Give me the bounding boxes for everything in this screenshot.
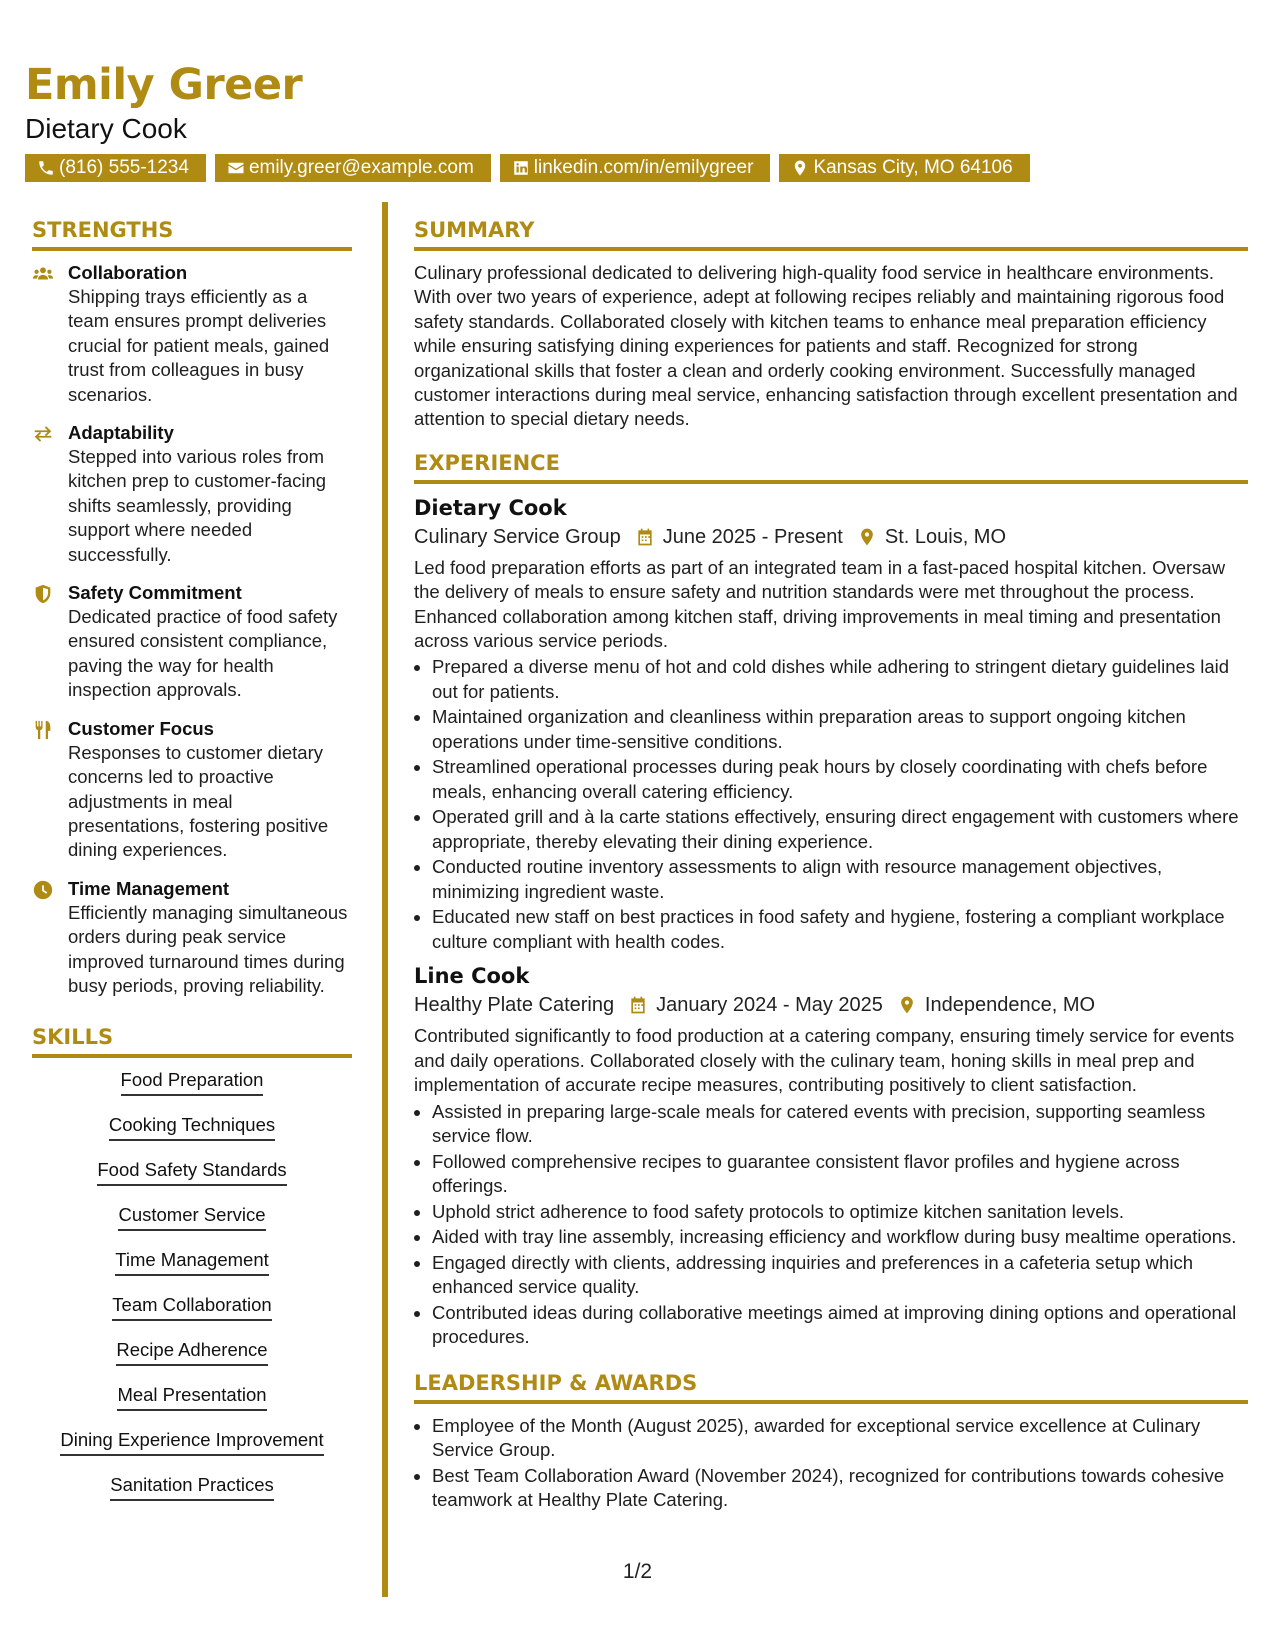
skill-item: Food Preparation	[121, 1068, 264, 1096]
skill-item: Meal Presentation	[117, 1383, 266, 1411]
contact-email[interactable]	[215, 154, 491, 182]
bullet-item: • Conducted routine inventory assessments to align with resource management objectives, minimizing ingredient waste.	[432, 855, 1248, 904]
summary-heading: SUMMARY	[414, 215, 1248, 251]
strength-item	[32, 581, 352, 703]
candidate-role: Dietary Cook	[25, 113, 187, 144]
map-pin-icon	[791, 159, 809, 177]
bullet-item: • Engaged directly with clients, addressing inquiries and preferences in a cafeteria setup which enhanced service quality.	[432, 1251, 1248, 1300]
experience-heading: EXPERIENCE	[414, 448, 1248, 484]
job-company: Healthy Plate Catering	[414, 994, 615, 1017]
job-company: Culinary Service Group	[414, 525, 621, 548]
job-description: Led food preparation efforts as part of an integrated team in a fast-paced hospital kitchen. Oversaw the delivery of meals to ensure safety and nutrition standards were met throughout the process. Enhanced collaboration among kitchen staff, driving improvements in meal timing and presentation across various service periods.	[414, 556, 1226, 652]
skill-item: Recipe Adherence	[116, 1338, 267, 1366]
strength-title: Collaboration	[68, 262, 188, 283]
job-location: St. Louis, MO	[884, 525, 1007, 548]
skills-section	[32, 1022, 352, 1518]
map-pin-icon	[897, 995, 917, 1015]
summary-text: Culinary professional dedicated to delivering high-quality food service in healthcare environments. With over two years of experience, adept at following recipes reliably and maintaining rigorous food safety standards. Collaborated closely with kitchen teams to enhance meal preparation efficiency while ensuring satisfying dining experiences for patients and staff. Recognized for strong organizational skills that foster a clean and orderly cooking environment. Successfully managed customer interactions during meal service, enhancing satisfaction through excellent presentation and attention to special dietary needs.	[414, 262, 1238, 430]
candidate-name: Emily Greer	[25, 60, 303, 110]
strength-desc: Shipping trays efficiently as a team ensures prompt deliveries crucial for patient meals, gained trust from colleagues in busy scenarios.	[68, 286, 330, 405]
linkedin-icon	[512, 159, 530, 177]
strength-item	[32, 717, 352, 863]
phone-icon	[37, 159, 55, 177]
leadership-heading: LEADERSHIP & AWARDS	[414, 1368, 1248, 1404]
strength-title: Safety Commitment	[68, 582, 242, 604]
skill-item: Customer Service	[118, 1203, 265, 1231]
contact-linkedin[interactable]	[500, 154, 771, 182]
contact-bar	[25, 154, 1225, 182]
bullet-item: • Prepared a diverse menu of hot and cold dishes while adhering to stringent dietary guidelines laid out for patients.	[432, 655, 1248, 704]
strength-desc: Stepped into various roles from kitchen prep to customer-facing shifts seamlessly, providing support where needed successfully.	[68, 446, 327, 565]
envelope-icon	[227, 159, 245, 177]
strength-desc: Responses to customer dietary concerns led to proactive adjustments in meal presentations, fostering positive dining experiences.	[68, 741, 329, 861]
job-dates: January 2024 - May 2025	[656, 994, 883, 1017]
users-icon	[32, 263, 54, 285]
right-column	[414, 215, 1248, 1514]
clock-icon	[32, 879, 54, 901]
skill-list	[32, 1068, 352, 1518]
job-title: Line Cook	[414, 964, 530, 989]
job-description: Contributed significantly to food production at a catering company, ensuring timely service for events and daily operations. Collaborated closely with the culinary team, honing skills in meal prep and implementation of accurate recipe measures, contributing positively to client satisfaction.	[414, 1025, 1235, 1096]
column-divider	[382, 202, 388, 1597]
calendar-icon	[628, 995, 648, 1015]
phone-text: (816) 555-1234	[59, 157, 189, 178]
bullet-item: • Maintained organization and cleanliness within preparation areas to support ongoing kitchen operations under time-sensitive conditions.	[432, 705, 1248, 754]
resume-header	[25, 60, 1225, 182]
skill-item: Sanitation Practices	[110, 1473, 274, 1501]
strength-item	[32, 877, 352, 999]
skill-item: Dining Experience Improvement	[60, 1428, 323, 1456]
utensils-icon	[32, 719, 54, 741]
awards-list	[414, 1414, 1248, 1513]
shield-icon	[32, 583, 54, 605]
strength-desc: Dedicated practice of food safety ensured consistent compliance, paving the way for health inspection approvals.	[68, 606, 338, 701]
award-item: • Employee of the Month (August 2025), awarded for exceptional service excellence at Culinary Service Group.	[432, 1414, 1248, 1463]
linkedin-text: linkedin.com/in/emilygreer	[533, 157, 754, 178]
job-bullets	[414, 655, 1248, 954]
location-text: Kansas City, MO 64106	[813, 157, 1013, 178]
bullet-item: • Assisted in preparing large-scale meals for catered events with precision, supporting seamless service flow.	[432, 1100, 1248, 1149]
skills-heading: SKILLS	[32, 1022, 352, 1058]
strength-title: Time Management	[68, 877, 230, 899]
skill-item: Food Safety Standards	[97, 1158, 286, 1186]
bullet-item: • Contributed ideas during collaborative meetings aimed at improving dining options and operational procedures.	[432, 1301, 1248, 1350]
map-pin-icon	[857, 527, 877, 547]
strength-title: Adaptability	[68, 422, 174, 444]
strength-desc: Efficiently managing simultaneous orders during peak service improved turnaround times during busy periods, proving reliability.	[68, 901, 348, 996]
bullet-item: • Educated new staff on best practices in food safety and hygiene, fostering a compliant workplace culture compliant with health codes.	[432, 905, 1248, 954]
job-dates: June 2025 - Present	[662, 525, 843, 548]
email-text: emily.greer@example.com	[248, 157, 474, 178]
award-item: • Best Team Collaboration Award (November 2024), recognized for contributions towards cohesive teamwork at Healthy Plate Catering.	[432, 1464, 1248, 1513]
bullet-item: • Aided with tray line assembly, increasing efficiency and workflow during busy mealtime operations.	[432, 1225, 1248, 1249]
job-entry	[414, 962, 1248, 1349]
arrows-swap-icon	[32, 423, 54, 445]
job-title: Dietary Cook	[414, 495, 567, 520]
bullet-item: • Followed comprehensive recipes to guarantee consistent flavor profiles and hygiene across offerings.	[432, 1150, 1248, 1199]
job-meta	[414, 990, 1248, 1020]
bullet-item: • Streamlined operational processes during peak hours by closely coordinating with chefs before meals, enhancing overall catering efficiency.	[432, 755, 1248, 804]
left-column	[32, 215, 352, 1518]
calendar-icon	[635, 527, 655, 547]
contact-location	[779, 154, 1029, 182]
page-number: 1/2	[622, 1560, 653, 1583]
contact-phone[interactable]	[25, 154, 206, 182]
skill-item: Team Collaboration	[112, 1293, 271, 1321]
strengths-heading: STRENGTHS	[32, 215, 352, 251]
job-location: Independence, MO	[924, 994, 1096, 1017]
strength-title: Customer Focus	[68, 717, 214, 739]
job-entry	[414, 494, 1248, 954]
strength-item	[32, 261, 352, 407]
job-meta	[414, 522, 1248, 552]
bullet-item: • Uphold strict adherence to food safety protocols to optimize kitchen sanitation levels.	[432, 1200, 1248, 1224]
strength-item	[32, 421, 352, 567]
skill-item: Cooking Techniques	[109, 1113, 275, 1141]
job-bullets	[414, 1100, 1248, 1350]
skill-item: Time Management	[115, 1248, 269, 1276]
bullet-item: • Operated grill and à la carte stations effectively, ensuring direct engagement with customers where appropriate, thereby elevating their dining experience.	[432, 805, 1248, 854]
